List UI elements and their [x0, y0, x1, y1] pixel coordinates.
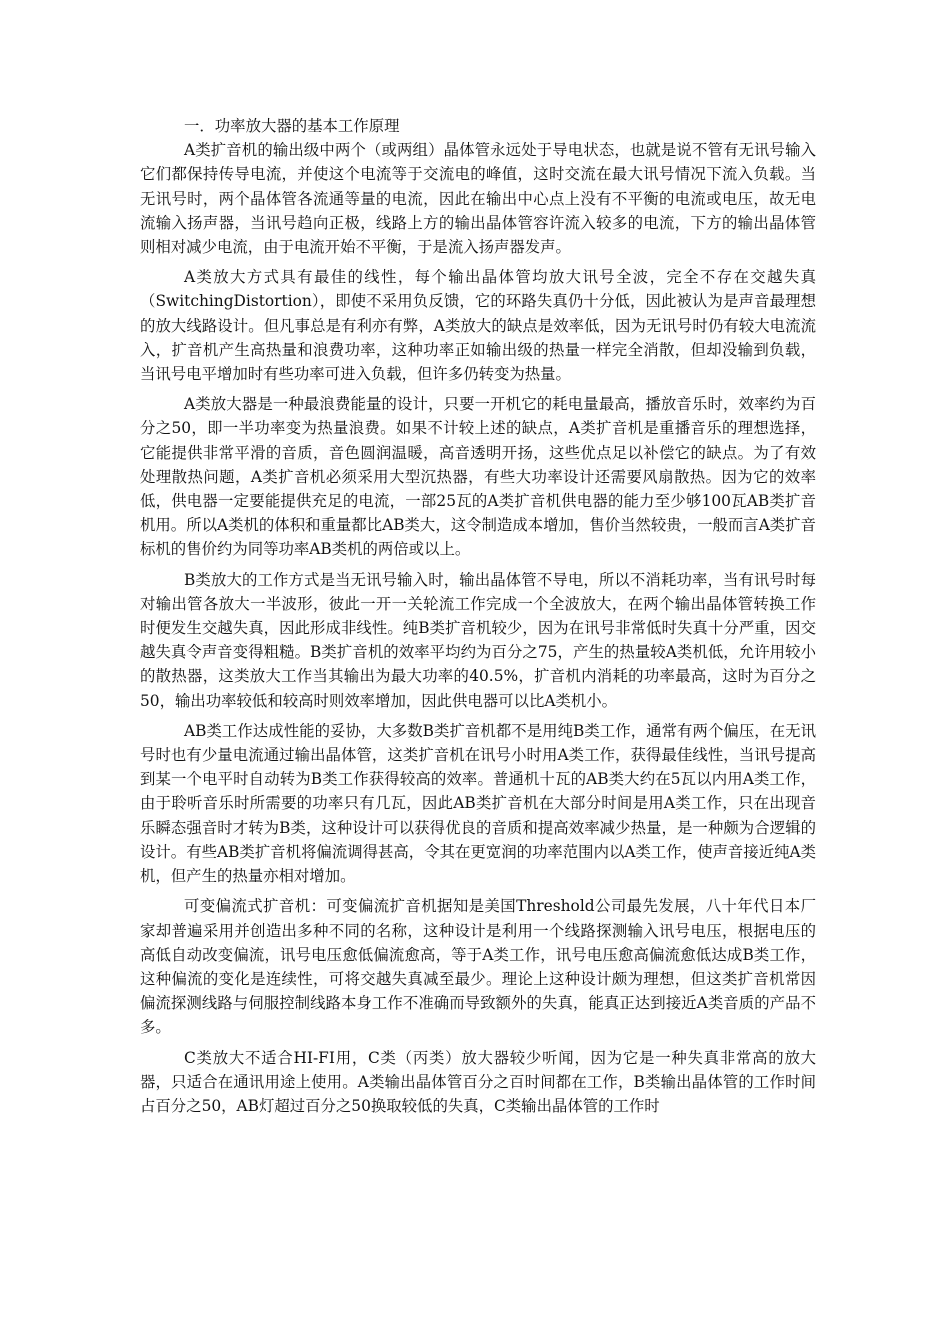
- paragraph-class-a-operation: A类扩音机的输出级中两个（或两组）晶体管永远处于导电状态，也就是说不管有无讯号输入它们都保持传导电流，并使这个电流等于交流电的峰值，这时交流在最大讯号情况下流入负载。当无讯号时，两个晶体管各流通等量的电流，因此在输出中心点上没有不平衡的电流或电压，故无电流输入扬声器，当讯号趋向正极，线路上方的输出晶体管容许流入较多的电流，下方的输出晶体管则相对减少电流，由于电流开始不平衡，于是流入扬声器发声。: [140, 141, 816, 257]
- paragraph-class-a-linearity: A类放大方式具有最佳的线性，每个输出晶体管均放大讯号全波，完全不存在交越失真（SwitchingDistortion），即使不采用负反馈，它的环路失真仍十分低，因此被认为是声音最理想的放大线路设计。但凡事总是有利亦有弊，A类放大的缺点是效率低，因为无讯号时仍有较大电流流入，扩音机产生高热量和浪费功率，这种功率正如输出级的热量一样完全消散，但却没输到负载，当讯号电平增加时有些功率可进入负载，但许多仍转变为热量。: [140, 268, 816, 384]
- paragraph-class-b: B类放大的工作方式是当无讯号输入时，输出晶体管不导电，所以不消耗功率，当有讯号时每对输出管各放大一半波形，彼此一开一关轮流工作完成一个全波放大，在两个输出晶体管转换工作时便发生交越失真，因此形成非线性。纯B类扩音机较少，因为在讯号非常低时失真十分严重，因交越失真令声音变得粗糙。B类扩音机的效率平均约为百分之75，产生的热量较A类机低，允许用较小的散热器，这类放大工作当其输出为最大功率的40.5%，扩音机内消耗的功率最高，这时为百分之50，输出功率较低和较高时则效率增加，因此供电器可以比A类机小。: [140, 570, 816, 710]
- paragraph-class-a-efficiency: A类放大器是一种最浪费能量的设计，只要一开机它的耗电量最高，播放音乐时，效率约为百分之50，即一半功率变为热量浪费。如果不计较上述的缺点，A类扩音机是重播音乐的理想选择，它能提供非常平滑的音质，音色圆润温暖，高音透明开扬，这些优点足以补偿它的缺点。为了有效处理散热问题，A类扩音机必须采用大型沉热器，有些大功率设计还需要风扇散热。因为它的效率低，供电器一定要能提供充足的电流，一部25瓦的A类扩音机供电器的能力至少够100瓦AB类扩音机用。所以A类机的体积和重量都比AB类大，这令制造成本增加，售价当然较贵，一般而言A类扩音标机的售价约为同等功率AB类机的两倍或以上。: [140, 395, 816, 559]
- paragraph-class-c: C类放大不适合HI-FI用，C类（丙类）放大器较少听闻，因为它是一种失真非常高的放大器，只适合在通讯用途上使用。A类输出晶体管百分之百时间都在工作，B类输出晶体管的工作时间占百分之50，AB灯超过百分之50换取较低的失真，C类输出晶体管的工作时: [140, 1048, 816, 1115]
- section-heading: 一．功率放大器的基本工作原理: [184, 117, 400, 135]
- paragraph-class-ab: AB类工作达成性能的妥协，大多数B类扩音机都不是用纯B类工作，通常有两个偏压，在无讯号时也有少量电流通过输出晶体管，这类扩音机在讯号小时用A类工作，获得最佳线性，当讯号提高到某一个电平时自动转为B类工作获得较高的效率。普通机十瓦的AB类大约在5瓦以内用A类工作，由于聆听音乐时所需要的功率只有几瓦，因此AB类扩音机在大部分时间是用A类工作，只在出现音乐瞬态强音时才转为B类，这种设计可以获得优良的音质和提高效率减少热量，是一种颇为合逻辑的设计。有些AB类扩音机将偏流调得甚高，令其在更宽润的功率范围内以A类工作，使声音接近纯A类机，但产生的热量亦相对增加。: [140, 721, 816, 886]
- paragraph-variable-bias: 可变偏流式扩音机：可变偏流扩音机据知是美国Threshold公司最先发展，八十年代日本厂家却普遍采用并创造出多种不同的名称，这种设计是利用一个线路探测输入讯号电压，根据电压的高低自动改变偏流，讯号电压愈低偏流愈高，等于A类工作，讯号电压愈高偏流愈低达成B类工作，这种偏流的变化是连续性，可将交越失真减至最少。理论上这种设计颇为理想，但这类扩音机常因偏流探测线路与伺服控制线路本身工作不准确而导致额外的失真，能真正达到接近A类音质的产品不多。: [140, 897, 816, 1037]
- document-page: [140, 114, 816, 1124]
